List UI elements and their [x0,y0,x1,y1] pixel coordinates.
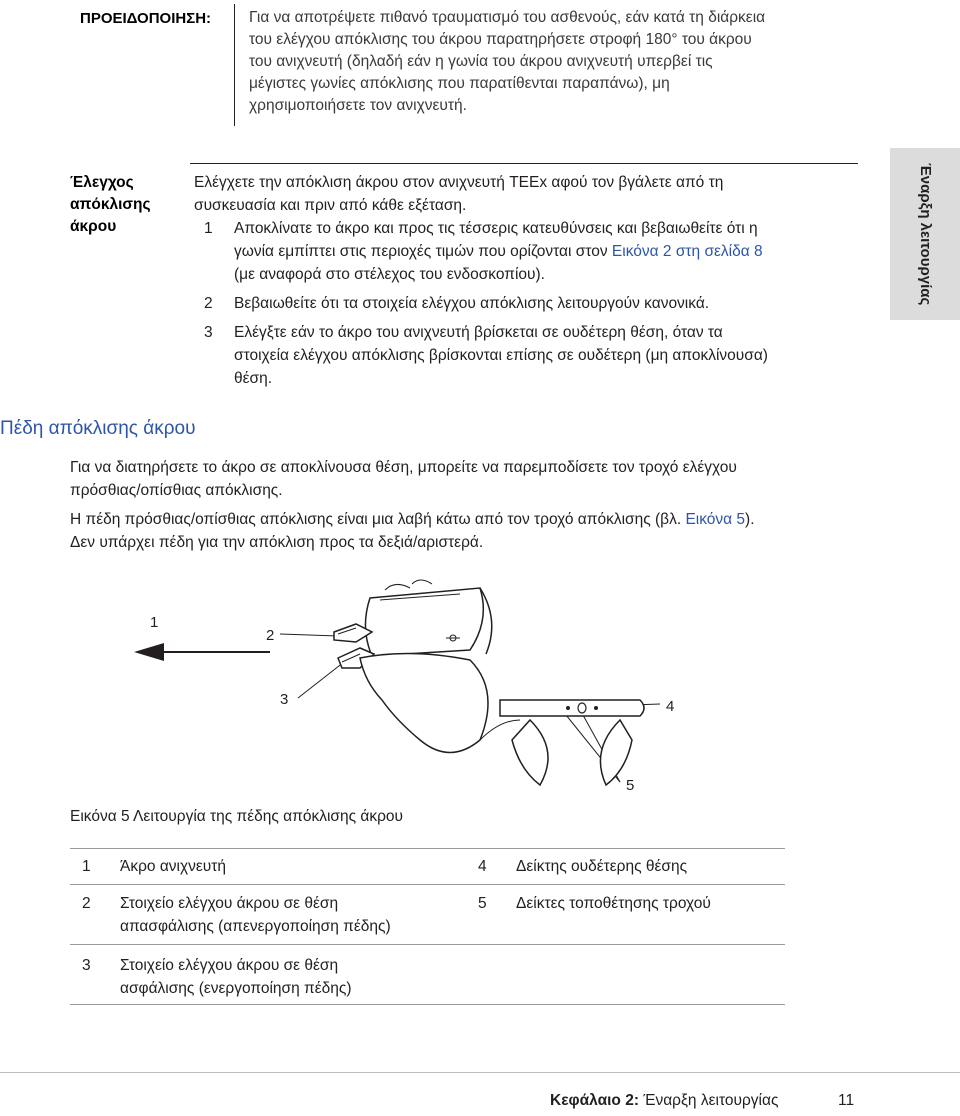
intro-line: συσκευασία και πριν από κάθε εξέταση. [194,197,467,214]
callout-2: 2 [266,627,275,644]
warning-label: ΠΡΟΕΙΔΟΠΟΙΗΣΗ: [80,10,212,27]
figure-caption: Εικόνα 5 Λειτουργία της πέδης απόκλισης άκρου [70,808,403,825]
legend-number: 4 [478,858,487,875]
step-line: θέση. [234,370,273,387]
warning-line: χρησιμοποιήσετε τον ανιχνευτή. [249,97,467,114]
warning-line: του ελέγχου απόκλισης του άκρου παρατηρήσετε στροφή 180° του άκρου [249,31,752,48]
brake-section-heading: Πέδη απόκλισης άκρου [0,418,196,439]
step-text: γωνία εμπίπτει στις περιοχές τιμών που ορίζονται στον [234,243,612,260]
legend-number: 2 [82,895,91,912]
tip-check-heading [70,172,180,238]
leader-line-3 [298,662,344,698]
legend-number: 1 [82,858,91,875]
brake-para-2 [70,508,870,531]
figure-5-link[interactable]: Εικόνα 5 [685,511,746,528]
figure-2-link[interactable]: Εικόνα 2 στη σελίδα 8 [611,243,763,260]
table-rule [70,1004,785,1005]
para-line: Για να διατηρήσετε το άκρο σε αποκλίνουσα θέση, μπορείτε να παρεμποδίσετε τον τροχό ελέγχου [70,459,737,476]
page-number: 11 [838,1092,855,1109]
legend-text: Στοιχείο ελέγχου άκρου σε θέση [120,957,339,974]
probe-tip-arrow-icon [134,643,270,661]
leader-line-2 [280,634,338,636]
callout-5: 5 [626,777,635,794]
callout-1: 1 [150,614,159,631]
chapter-side-tab [890,148,960,320]
warning-text [249,7,849,117]
legend-text: Δείκτης ουδέτερης θέσης [516,858,688,875]
step-line: Αποκλίνατε το άκρο και προς τις τέσσερις κατευθύνσεις και βεβαιωθείτε ότι η [234,220,758,237]
section-divider [190,163,858,164]
step-line: στοιχεία ελέγχου απόκλισης βρίσκονται επίσης σε ουδέτερη (μη αποκλίνουσα) [234,347,768,364]
control-handle-icon [365,580,491,656]
deflection-wheel-icon [360,653,644,785]
legend-item [82,954,442,1000]
step-line: Ελέγξτε εάν το άκρο του ανιχνευτή βρίσκεται σε ουδέτερη θέση, όταν τα [234,324,723,341]
step-line [234,240,854,263]
footer-running-title [550,1092,778,1110]
step-3 [194,321,854,390]
intro-line: Ελέγχετε την απόκλιση άκρου στον ανιχνευτή TEEx αφού τον βγάλετε από τη [194,174,724,191]
brake-para-1 [70,456,870,502]
para-text: ). [745,511,755,528]
step-line: (με αναφορά στο στέλεχος του ενδοσκοπίου). [234,266,545,283]
legend-text: απασφάλισης (απενεργοποίηση πέδης) [120,918,391,935]
heading-line: απόκλισης [70,196,151,213]
table-rule [70,944,785,945]
step-number: 2 [204,295,213,312]
warning-line: Για να αποτρέψετε πιθανό τραυματισμό του ασθενούς, εάν κατά τη διάρκεια [249,9,766,26]
legend-number: 3 [82,957,91,974]
warning-line: μέγιστες γωνίες απόκλισης που παρατίθενται παραπάνω), μη [249,75,670,92]
tip-check-body [194,171,854,390]
para-line: πρόσθιας/οπίσθιας απόκλισης. [70,482,283,499]
warning-line: του ανιχνευτή (δηλαδή εάν η γωνία του άκρου ανιχνευτή υπερβεί τις [249,53,713,70]
step-number: 1 [204,220,213,237]
table-rule [70,848,785,849]
heading-line: Έλεγχος [70,174,134,191]
legend-item [478,892,778,938]
legend-text: ασφάλισης (ενεργοποίηση πέδης) [120,980,352,997]
footer-title: Έναρξη λειτουργίας [643,1092,779,1109]
step-2 [194,292,854,315]
callout-3: 3 [280,691,289,708]
callout-4: 4 [666,698,675,715]
footer-chapter: Κεφάλαιο 2: [550,1092,639,1109]
warning-divider [234,4,235,126]
legend-text: Άκρο ανιχνευτή [120,858,227,875]
footer-rule [0,1072,960,1073]
legend-item [82,892,442,938]
step-number: 3 [204,324,213,341]
brake-para-3: Δεν υπάρχει πέδη για την απόκλιση προς τα δεξιά/αριστερά. [70,534,484,551]
tip-brake-figure [120,570,700,810]
legend-text: Στοιχείο ελέγχου άκρου σε θέση [120,895,339,912]
legend-number: 5 [478,895,487,912]
step-line: Βεβαιωθείτε ότι τα στοιχεία ελέγχου απόκλισης λειτουργούν κανονικά. [234,295,710,312]
step-1 [194,217,854,286]
legend-text: Δείκτες τοποθέτησης τροχού [516,895,711,912]
heading-line: άκρου [70,218,117,235]
para-text: Η πέδη πρόσθιας/οπίσθιας απόκλισης είναι μια λαβή κάτω από τον τροχό απόκλισης (βλ. [70,511,686,528]
side-tab-label: Έναρξη λειτουργίας [917,162,934,306]
